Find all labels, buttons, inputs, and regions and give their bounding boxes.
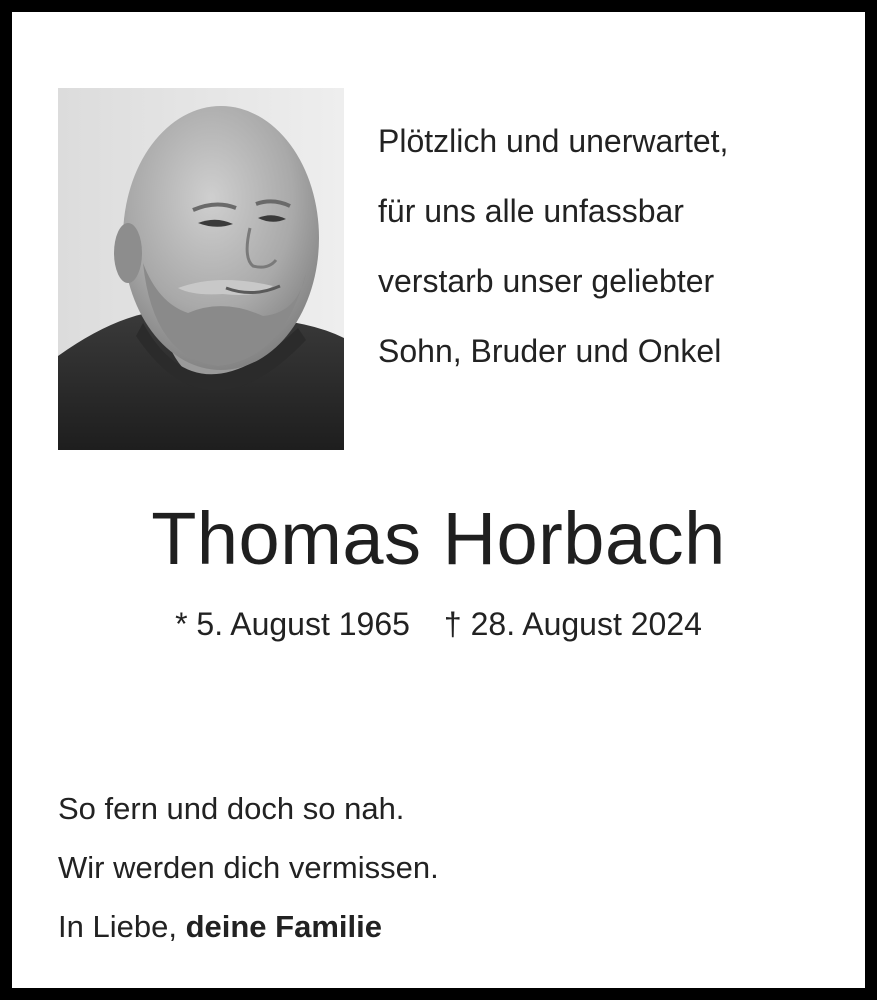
intro-line: verstarb unser geliebter <box>378 263 715 299</box>
intro-line: für uns alle unfassbar <box>378 193 684 229</box>
birth-date: * 5. August 1965 <box>175 606 410 642</box>
closing-text <box>58 779 758 956</box>
deceased-name: Thomas Horbach <box>151 497 726 580</box>
portrait-photo <box>58 88 344 450</box>
life-dates <box>12 602 865 646</box>
closing-line: Wir werden dich vermissen. <box>58 850 439 885</box>
obituary-card <box>12 12 865 988</box>
intro-line: Sohn, Bruder und Onkel <box>378 333 722 369</box>
death-date: † 28. August 2024 <box>443 606 702 642</box>
intro-line: Plötzlich und unerwartet, <box>378 123 729 159</box>
intro-text <box>378 106 848 386</box>
signoff <box>58 897 758 956</box>
closing-line: So fern und doch so nah. <box>58 791 405 826</box>
signoff-name: deine Familie <box>185 909 382 944</box>
signoff-prefix: In Liebe, <box>58 909 177 944</box>
